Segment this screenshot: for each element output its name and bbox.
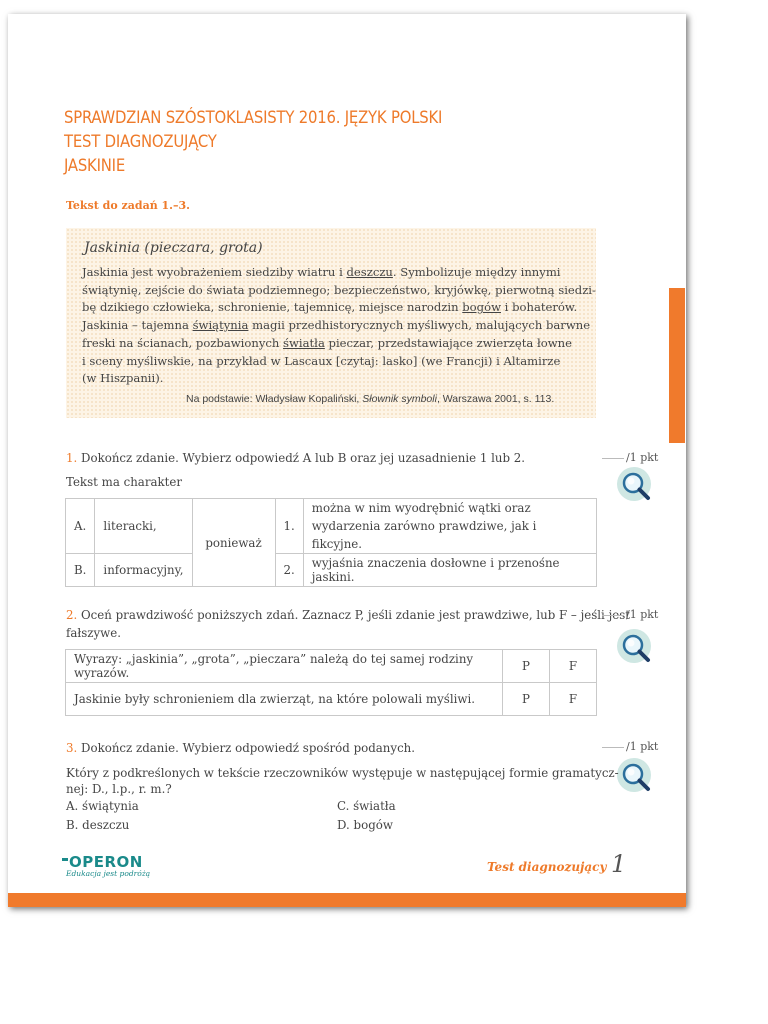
page-title <box>64 106 442 178</box>
q2-row-2 <box>66 683 597 716</box>
reading-line-5: freski na ścianach, pozbawionych światła pieczar, przedstawiające zwierzęta łowne <box>82 335 573 350</box>
q1-reason-1[interactable]: można w nim wyodrębnić wątki oraz wydarzenia zarówno prawdziwe, jak i fikcyjne. <box>303 499 596 554</box>
source-label: Tekst do zadań 1.–3. <box>66 199 190 212</box>
q2-p-1[interactable]: P <box>503 650 550 683</box>
q3-stem-line-2: nej: D., l.p., r. m.? <box>66 782 172 796</box>
q1-num-1[interactable]: 1. <box>275 499 303 554</box>
q1-reason-2[interactable]: wyjaśnia znaczenia dosłowne i przenośne jaskini. <box>303 554 596 587</box>
q1-prompt: 1. Dokończ zdanie. Wybierz odpowiedź A lub B oraz jej uzasadnienie 1 lub 2. <box>66 451 526 465</box>
q2-magnifier-icon[interactable] <box>617 629 651 663</box>
q1-connector: ponieważ <box>192 499 275 587</box>
logo-mark-icon <box>62 858 68 861</box>
q3-option-a[interactable]: A. świątynia <box>66 799 139 813</box>
title-line-1: SPRAWDZIAN SZÓSTOKLASISTY 2016. JĘZYK POLSKI <box>64 108 443 127</box>
q2-prompt-line-2: fałszywe. <box>66 626 121 640</box>
title-line-3: JASKINIE <box>64 156 126 175</box>
logo-text: OPERON <box>62 853 150 871</box>
q3-option-c[interactable]: C. światła <box>337 799 396 813</box>
logo-tagline: Edukacja jest podróżą <box>66 869 151 878</box>
underlined-word-bogow: bogów <box>462 300 501 315</box>
q1-option-a[interactable]: literacki, <box>95 499 192 554</box>
title-line-2: TEST DIAGNOZUJĄCY <box>64 132 217 151</box>
q1-row-b <box>66 554 597 587</box>
q3-points: /1 pkt <box>602 740 658 753</box>
q2-points: /1 pkt <box>602 608 658 621</box>
underlined-word-deszczu: deszczu <box>346 265 393 279</box>
footer-label: Test diagnozujący <box>487 860 607 874</box>
side-tab-marker <box>669 288 685 443</box>
q1-magnifier-icon[interactable] <box>617 467 651 501</box>
reading-body <box>82 264 596 388</box>
q2-f-1[interactable]: F <box>550 650 597 683</box>
q3-stem-line-1: Który z podkreślonych w tekście rzeczowników występuje w następującej formie gramatycz- <box>66 766 619 780</box>
q3-magnifier-icon[interactable] <box>617 758 651 792</box>
underlined-word-swiatla: światła <box>283 335 325 350</box>
citation: Na podstawie: Władysław Kopaliński, Słownik symboli, Warszawa 2001, s. 113. <box>186 393 555 405</box>
reading-line-4: Jaskinia – tajemna świątynia magii przedhistorycznych myśliwych, malujących barwne <box>82 318 591 333</box>
reading-heading: Jaskinia (pieczara, grota) <box>84 240 263 256</box>
q1-letter-a[interactable]: A. <box>66 499 95 554</box>
underlined-word-swiatynia: świątynia <box>192 318 249 333</box>
q2-p-2[interactable]: P <box>503 683 550 716</box>
q2-prompt-line-1: 2. Oceń prawdziwość poniższych zdań. Zaznacz P, jeśli zdanie jest prawdziwe, lub F – jeśli jest <box>66 608 631 622</box>
q2-row-1 <box>66 650 597 683</box>
reading-line-7: (w Hiszpanii). <box>82 371 164 386</box>
q1-num-2[interactable]: 2. <box>275 554 303 587</box>
q2-f-2[interactable]: F <box>550 683 597 716</box>
q2-statement-2: Jaskinie były schronieniem dla zwierząt, na które polowali myśliwi. <box>66 683 503 716</box>
q1-stem: Tekst ma charakter <box>66 475 183 489</box>
q2-statement-1: Wyrazy: „jaskinia”, „grota”, „pieczara” należą do tej samej rodziny wyrazów. <box>66 650 503 683</box>
q2-true-false-table <box>65 649 597 716</box>
reading-line-2: świątynię, zejście do świata podziemnego; bezpieczeństwo, kryjówkę, pierwotną siedzi- <box>82 282 596 297</box>
bottom-bar <box>8 893 686 907</box>
reading-line-3: bę dzikiego człowieka, schronienie, tajemnicę, miejsce narodzin bogów i bohaterów. <box>82 300 578 315</box>
page-number: 1 <box>611 850 627 878</box>
reading-line-6: i sceny myśliwskie, na przykład w Lascaux [czytaj: lasko] (we Francji) i Altamirze <box>82 353 561 368</box>
q1-answer-table <box>65 498 597 587</box>
q3-prompt: 3. Dokończ zdanie. Wybierz odpowiedź spośród podanych. <box>66 741 416 755</box>
q3-option-d[interactable]: D. bogów <box>337 818 393 832</box>
q1-points: /1 pkt <box>602 451 658 464</box>
operon-logo <box>62 853 150 878</box>
q1-option-b[interactable]: informacyjny, <box>95 554 192 587</box>
q1-letter-b[interactable]: B. <box>66 554 95 587</box>
q3-option-b[interactable]: B. deszczu <box>66 818 130 832</box>
q1-row-a <box>66 499 597 554</box>
reading-line-1: Jaskinia jest wyobrażeniem siedziby wiatru i deszczu. Symbolizuje między innymi <box>82 265 561 279</box>
